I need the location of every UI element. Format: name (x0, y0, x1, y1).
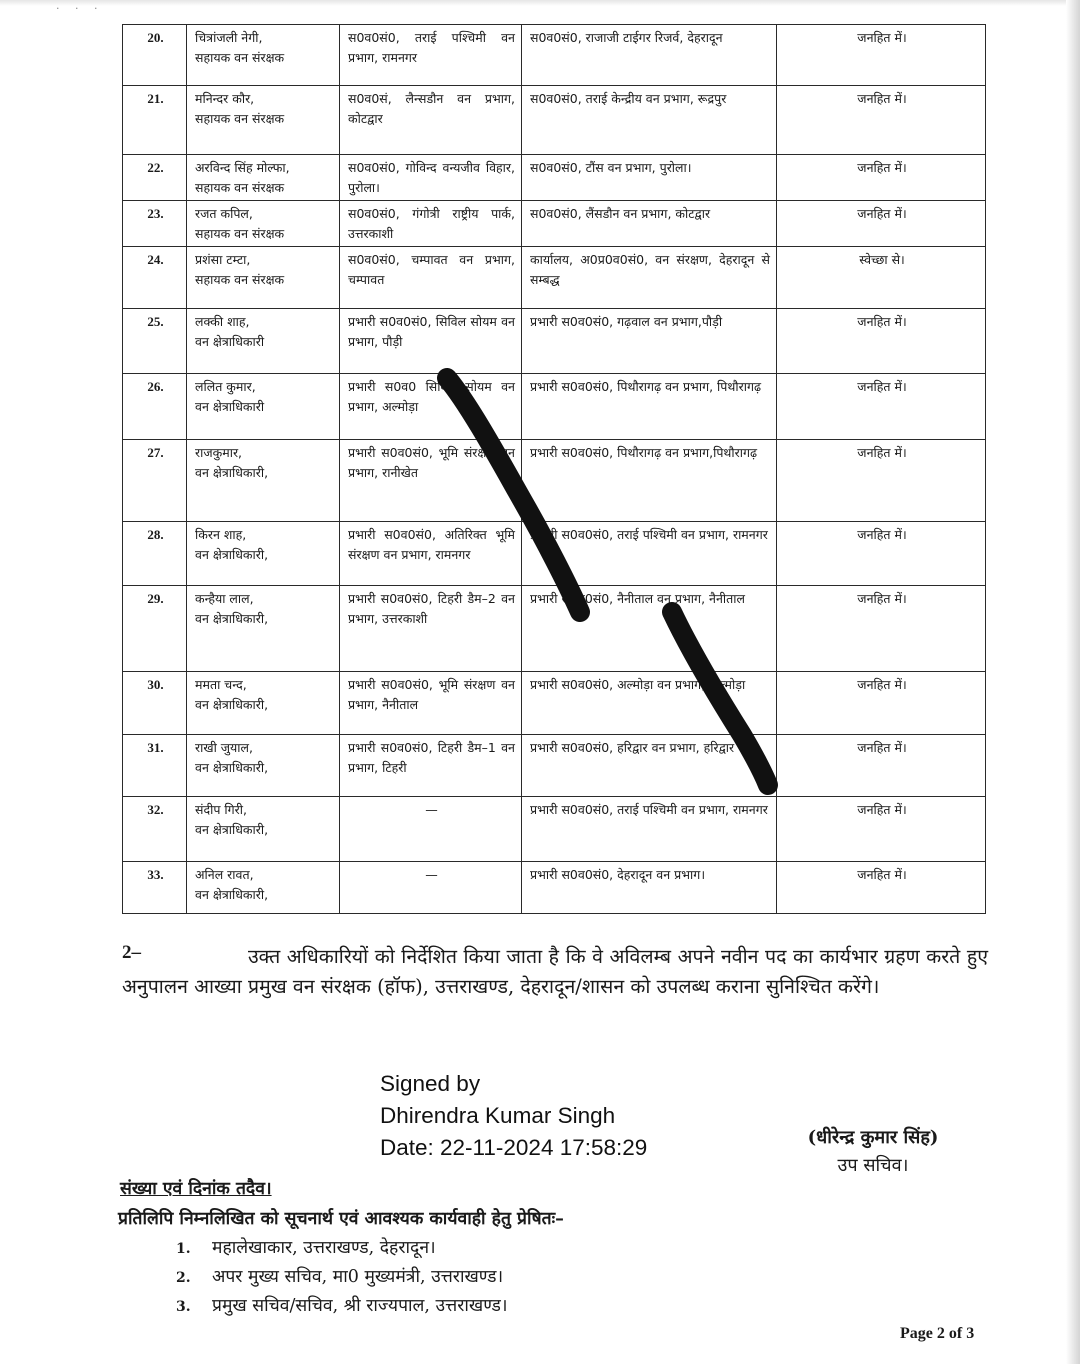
officer-designation: सहायक वन संरक्षक (195, 272, 285, 287)
transfer-reason: जनहित में। (777, 440, 986, 522)
digital-signature-block (380, 1068, 647, 1164)
officer-cell (187, 862, 340, 914)
current-posting: प्रभारी स0व0सं0, सिविल सोयम वन प्रभाग, पौड़ी (340, 309, 522, 374)
new-posting: प्रभारी स0व0सं0, गढ़वाल वन प्रभाग,पौड़ी (522, 309, 777, 374)
officer-designation: वन क्षेत्राधिकारी (195, 334, 265, 349)
officer-designation: सहायक वन संरक्षक (195, 111, 285, 126)
officer-cell (187, 201, 340, 247)
table-row (123, 440, 986, 522)
serial-number: 22. (123, 155, 187, 201)
current-posting: — (340, 862, 522, 914)
officer-designation: वन क्षेत्राधिकारी, (195, 611, 269, 626)
officer-name: ललित कुमार, (195, 379, 256, 394)
recipient-number: 3. (176, 1299, 191, 1315)
copy-heading: प्रतिलिपि निम्नलिखित को सूचनार्थ एवं आवश्यक कार्यवाही हेतु प्रेषितः– (118, 1209, 564, 1229)
officer-cell (187, 247, 340, 309)
table-row (123, 797, 986, 862)
officer-designation: वन क्षेत्राधिकारी, (195, 465, 269, 480)
officer-designation: सहायक वन संरक्षक (195, 50, 285, 65)
current-posting: — (340, 797, 522, 862)
serial-number: 21. (123, 86, 187, 155)
recipient-text: प्रमुख सचिव/सचिव, श्री राज्यपाल, उत्तराखण्ड। (212, 1296, 508, 1316)
transfer-reason: जनहित में। (777, 309, 986, 374)
serial-number: 27. (123, 440, 187, 522)
officer-cell (187, 522, 340, 586)
signature-date: Date: 22-11-2024 17:58:29 (380, 1135, 648, 1160)
current-posting: प्रभारी स0व0सं0, भूमि संरक्षण वन प्रभाग, नैनीताल (340, 672, 522, 735)
officer-designation: वन क्षेत्राधिकारी, (195, 887, 269, 902)
current-posting: स0व0सं, लैन्सडौन वन प्रभाग, कोटद्वार (340, 86, 522, 155)
table-row (123, 374, 986, 440)
serial-number: 29. (123, 586, 187, 672)
scan-top-shadow (0, 0, 1080, 6)
officer-name: रजत कपिल, (195, 206, 253, 221)
current-posting: प्रभारी स0व0सं0, अतिरिक्त भूमि संरक्षण वन प्रभाग, रामनगर (340, 522, 522, 586)
table-row (123, 25, 986, 86)
table-row (123, 155, 986, 201)
new-posting: कार्यालय, अ0प्र0व0सं0, वन संरक्षण, देहरादून से सम्बद्ध (522, 247, 777, 309)
transfer-reason: जनहित में। (777, 374, 986, 440)
table-row (123, 672, 986, 735)
serial-number: 20. (123, 25, 187, 86)
serial-number: 24. (123, 247, 187, 309)
table-row (123, 86, 986, 155)
officer-name: राखी जुयाल, (195, 740, 253, 755)
new-posting: प्रभारी स0व0सं0, तराई पश्चिमी वन प्रभाग, रामनगर (522, 797, 777, 862)
officer-name: अनिल रावत, (195, 867, 254, 882)
transfer-reason: जनहित में। (777, 155, 986, 201)
serial-number: 30. (123, 672, 187, 735)
copy-recipient (176, 1292, 508, 1321)
table-row (123, 522, 986, 586)
officer-name: किरन शाह, (195, 527, 247, 542)
serial-number: 26. (123, 374, 187, 440)
new-posting: प्रभारी स0व0सं0, पिथौरागढ़ वन प्रभाग, पिथौरागढ़ (522, 374, 777, 440)
officer-cell (187, 374, 340, 440)
officer-cell (187, 672, 340, 735)
recipient-text: अपर मुख्य सचिव, मा0 मुख्यमंत्री, उत्तराखण्ड। (212, 1267, 504, 1287)
transfer-reason: जनहित में। (777, 862, 986, 914)
serial-number: 31. (123, 735, 187, 797)
signer-name: Dhirendra Kumar Singh (380, 1103, 616, 1128)
current-posting: स0व0सं0, गंगोत्री राष्ट्रीय पार्क, उत्तरकाशी (340, 201, 522, 247)
table-row (123, 862, 986, 914)
transfer-reason: जनहित में। (777, 522, 986, 586)
officer-name: अरविन्द सिंह मोल्फा, (195, 160, 290, 175)
officer-designation: वन क्षेत्राधिकारी, (195, 760, 269, 775)
new-posting: स0व0सं0, टौंस वन प्रभाग, पुरोला। (522, 155, 777, 201)
copy-recipient-list (176, 1234, 508, 1321)
table-row (123, 735, 986, 797)
copy-recipient (176, 1263, 508, 1292)
transfer-reason: स्वेच्छा से। (777, 247, 986, 309)
officer-name: ममता चन्द, (195, 677, 247, 692)
current-posting: प्रभारी स0व0सं0, भूमि संरक्षण वन प्रभाग, रानीखेत (340, 440, 522, 522)
new-posting: स0व0सं0, लैंसडौन वन प्रभाग, कोटद्वार (522, 201, 777, 247)
new-posting: स0व0सं0, तराई केन्द्रीय वन प्रभाग, रूद्रपुर (522, 86, 777, 155)
officer-title: उप सचिव। (837, 1155, 909, 1176)
serial-number: 23. (123, 201, 187, 247)
new-posting: प्रभारी स0व0सं0, अल्मोड़ा वन प्रभाग, अल्मोड़ा (522, 672, 777, 735)
officer-name: चित्रांजली नेगी, (195, 30, 263, 45)
new-posting: प्रभारी स0व0सं0, पिथौरागढ़ वन प्रभाग,पिथौरागढ़ (522, 440, 777, 522)
new-posting: प्रभारी स0व0सं0, तराई पश्चिमी वन प्रभाग, रामनगर (522, 522, 777, 586)
officer-cell (187, 586, 340, 672)
officer-name: राजकुमार, (195, 445, 243, 460)
recipient-text: महालेखाकार, उत्तराखण्ड, देहरादून। (212, 1238, 436, 1258)
page-number: Page 2 of 3 (900, 1325, 975, 1342)
transfer-reason: जनहित में। (777, 25, 986, 86)
table-row (123, 586, 986, 672)
officer-cell (187, 440, 340, 522)
current-posting: प्रभारी स0व0सं0, टिहरी डैम–2 वन प्रभाग, उत्तरकाशी (340, 586, 522, 672)
transfer-reason: जनहित में। (777, 586, 986, 672)
officer-name: संदीप गिरी, (195, 802, 247, 817)
transfer-reason: जनहित में। (777, 735, 986, 797)
officer-cell (187, 86, 340, 155)
current-posting: स0व0सं0, चम्पावत वन प्रभाग, चम्पावत (340, 247, 522, 309)
transfer-reason: जनहित में। (777, 86, 986, 155)
officer-name: (धीरेन्द्र कुमार सिंह) (807, 1127, 939, 1148)
officer-designation: सहायक वन संरक्षक (195, 226, 285, 241)
transfer-reason: जनहित में। (777, 201, 986, 247)
officer-designation: वन क्षेत्राधिकारी, (195, 822, 269, 837)
serial-number: 28. (123, 522, 187, 586)
recipient-number: 1. (176, 1241, 191, 1257)
officer-cell (187, 735, 340, 797)
officer-name: प्रशंसा टम्टा, (195, 252, 251, 267)
table-row (123, 201, 986, 247)
transfer-table (122, 24, 986, 914)
new-posting: प्रभारी स0व0सं0, देहरादून वन प्रभाग। (522, 862, 777, 914)
new-posting: प्रभारी स0व0सं0, नैनीताल वन प्रभाग, नैनीताल (522, 586, 777, 672)
instruction-paragraph (122, 942, 988, 1002)
scan-specks: · · · (56, 2, 104, 15)
transfer-table-body (123, 25, 986, 914)
officer-block (788, 1124, 958, 1180)
officer-cell (187, 309, 340, 374)
officer-designation: वन क्षेत्राधिकारी, (195, 697, 269, 712)
table-row (123, 309, 986, 374)
current-posting: प्रभारी स0व0 सिविल सोयम वन प्रभाग, अल्मोड़ा (340, 374, 522, 440)
current-posting: स0व0सं0, गोविन्द वन्यजीव विहार, पुरोला। (340, 155, 522, 201)
officer-designation: वन क्षेत्राधिकारी (195, 399, 265, 414)
transfer-reason: जनहित में। (777, 797, 986, 862)
new-posting: प्रभारी स0व0सं0, हरिद्वार वन प्रभाग, हरिद्वार (522, 735, 777, 797)
officer-designation: वन क्षेत्राधिकारी, (195, 547, 269, 562)
officer-cell (187, 797, 340, 862)
officer-cell (187, 25, 340, 86)
scan-right-edge (1066, 0, 1080, 1364)
new-posting: स0व0सं0, राजाजी टाईगर रिजर्व, देहरादून (522, 25, 777, 86)
recipient-number: 2. (176, 1270, 191, 1286)
officer-cell (187, 155, 340, 201)
current-posting: स0व0सं0, तराई पश्चिमी वन प्रभाग, रामनगर (340, 25, 522, 86)
current-posting: प्रभारी स0व0सं0, टिहरी डैम–1 वन प्रभाग, टिहरी (340, 735, 522, 797)
serial-number: 33. (123, 862, 187, 914)
officer-name: कन्हैया लाल, (195, 591, 254, 606)
transfer-reason: जनहित में। (777, 672, 986, 735)
officer-name: मनिन्दर कौर, (195, 91, 255, 106)
table-row (123, 247, 986, 309)
reference-line: संख्या एवं दिनांक तदैव। (120, 1179, 272, 1199)
copy-recipient (176, 1234, 508, 1263)
serial-number: 32. (123, 797, 187, 862)
paragraph-number: 2– (122, 942, 141, 963)
officer-name: लक्की शाह, (195, 314, 250, 329)
signed-by-label: Signed by (380, 1071, 481, 1096)
instruction-text: उक्त अधिकारियों को निर्देशित किया जाता है कि वे अविलम्ब अपने नवीन पद का कार्यभार ग्रहण करते हुए अनुपालन आख्या प्रमुख वन संरक्षक (हॉफ), उत्तराखण्ड, देहरादून/शासन को उपलब्ध कराना सुनिश्चित करेंगे। (122, 945, 988, 998)
officer-designation: सहायक वन संरक्षक (195, 180, 285, 195)
serial-number: 25. (123, 309, 187, 374)
